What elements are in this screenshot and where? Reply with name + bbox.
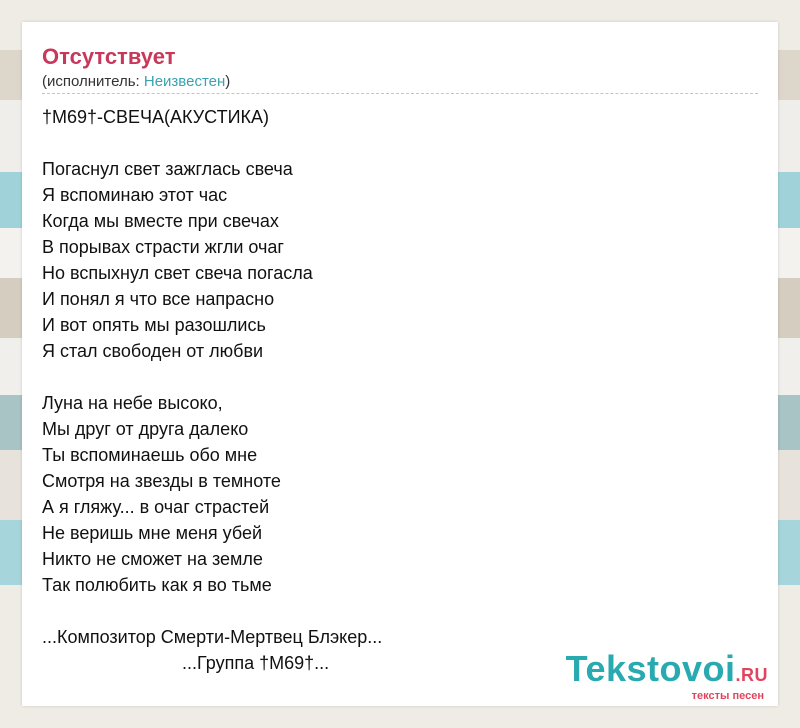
logo-tld: .RU (735, 665, 768, 685)
artist-suffix: ) (225, 73, 231, 90)
lyrics-card (22, 22, 778, 706)
site-logo[interactable] (566, 650, 768, 702)
artist-prefix: (исполнитель: (42, 73, 144, 90)
logo-tagline: тексты песен (691, 690, 764, 702)
divider (42, 93, 758, 94)
lyrics-text: †M69†-СВЕЧА(АКУСТИКА) Погаснул свет зажглась свеча Я вспоминаю этот час Когда мы вместе при свечах В порывах страсти жгли очаг Но вспыхнул свет свеча погасла И понял я что все напрасно И вот опять мы разошлись Я стал свободен от любви Луна на небе высоко, Мы друг от друга далеко Ты вспоминаешь обо мне Смотря на звезды в темноте А я гляжу... в очаг страстей Не веришь мне меня убей Никто не сможет на земле Так полюбить как я во тьме ...Композитор Смерти-Мертвец Блэкер... ...Группа †M69†... (42, 107, 383, 673)
artist-link[interactable]: Неизвестен (143, 73, 226, 90)
logo-name: Tekstovoi (565, 648, 736, 689)
logo-wordmark (566, 650, 768, 694)
artist-line (42, 73, 230, 90)
song-title: Отсутствует (42, 44, 176, 69)
